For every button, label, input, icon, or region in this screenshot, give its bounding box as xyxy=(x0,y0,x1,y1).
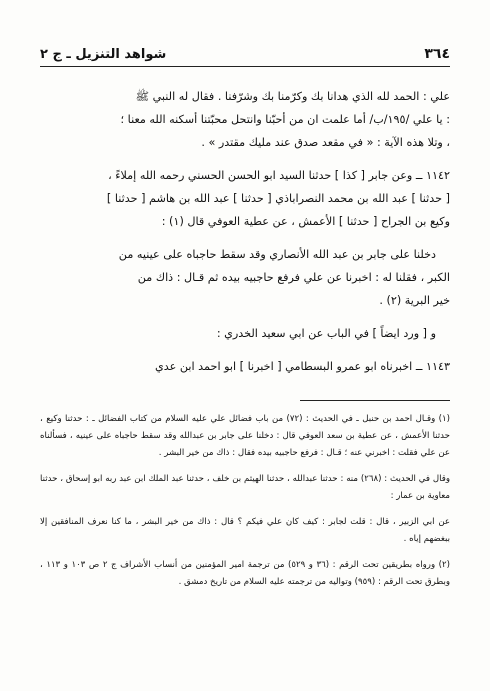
page-number: ٣٦٤ xyxy=(424,46,450,62)
text-line: وكيع بن الجراح [ حدثنا ] الأعمش ، عن عطية العوفي قال (١) : xyxy=(161,215,450,228)
footnotes xyxy=(40,411,450,591)
running-title: شواهد التنزيل ـ ج ٢ xyxy=(40,47,167,62)
text-line: ، وتلا هذه الآية : « في مقعد صدق عند مليك مقتدر » . xyxy=(201,136,450,149)
footnote-1-cont: عن ابي الزبير ، قال : قلت لجابر : كيف كان علي فيكم ؟ قال : ذاك من خير البشر ، ما كنا نعرف المنافقين إلا ببغضهم إياه . xyxy=(40,517,450,544)
text-line: : يا علي /١٩٥/ب/ أما علمت ان من أحبّنا وانتحل محبّتنا أسكنه الله معنا ؛ xyxy=(120,113,450,126)
hadith-1143-line: ١١٤٣ ــ اخبرناه ابو عمرو البسطامي [ اخبرنا ] ابو احمد ابن عدي xyxy=(155,360,450,373)
text-line: دخلنا على جابر بن عبد الله الأنصاري وقد سقط حاجباه على عينيه من xyxy=(118,248,436,261)
footnote-divider xyxy=(300,400,450,401)
text-line: و [ ورد ايضاً ] في الباب عن ابي سعيد الخدري : xyxy=(216,327,436,340)
footnote-1: (١) وقـال احمد بن حنبل ـ في الحديث : (٧٢) من باب فضائل علي عليه السلام من كتاب الفضائل ـ : حدثنا وكيع ، حدثنا الأعمش ، عن عطية بن سعد العوفي قال : دخلنا على جابر بن عبدالله وقد سقط حاجباه على عينيه ، فسألناه عن علي فقلت : اخبرني عنه ؛ قـال : فرفع حاجبيه بيده فقال : ذاك من خير البشر . xyxy=(40,414,450,458)
text-line: الكبر ، فقلنا له : اخبرنا عن علي فرفع حاجبيه بيده ثم قـال : ذاك من xyxy=(137,271,450,284)
page-header xyxy=(40,46,450,67)
text-line: [ حدثنا ] عبد الله بن محمد النصراباذي [ حدثنا ] عبد الله بن هاشم [ حدثنا ] xyxy=(106,192,450,205)
text-line: خير البرية (٢) . xyxy=(379,294,450,307)
footnote-1-cont: وقال في الحديث : (٢٦٨) منه : حدثنا عبدالله ، حدثنا الهيثم بن خلف ، حدثنا عبد الملك ابن عبد ربه ابو إسحاق ، حدثنا معاوية بن عمار : xyxy=(40,474,450,501)
footnote-2: (٢) ورواه بطريقين تحت الرقم : (٣٦ و ٥٢٩) من ترجمة امير المؤمنين من أنساب الأشراف ج ٢ ص ١٠٣ و ١١٣ ، وبطرق تحت الرقم : (٩٥٩) وتواليه من ترجمته عليه السلام من تاريخ دمشق . xyxy=(40,560,450,587)
text-line: علي : الحمد لله الذي هدانا بك وكرّمنا بك وشرّفنا . فقال له النبي ﷺ xyxy=(135,90,450,103)
hadith-1142-line: ١١٤٢ ــ وعن جابر [ كذا ] حدثنا السيد ابو الحسن الحسني رحمه الله إملاءً ، xyxy=(108,169,450,182)
main-text xyxy=(40,85,450,378)
